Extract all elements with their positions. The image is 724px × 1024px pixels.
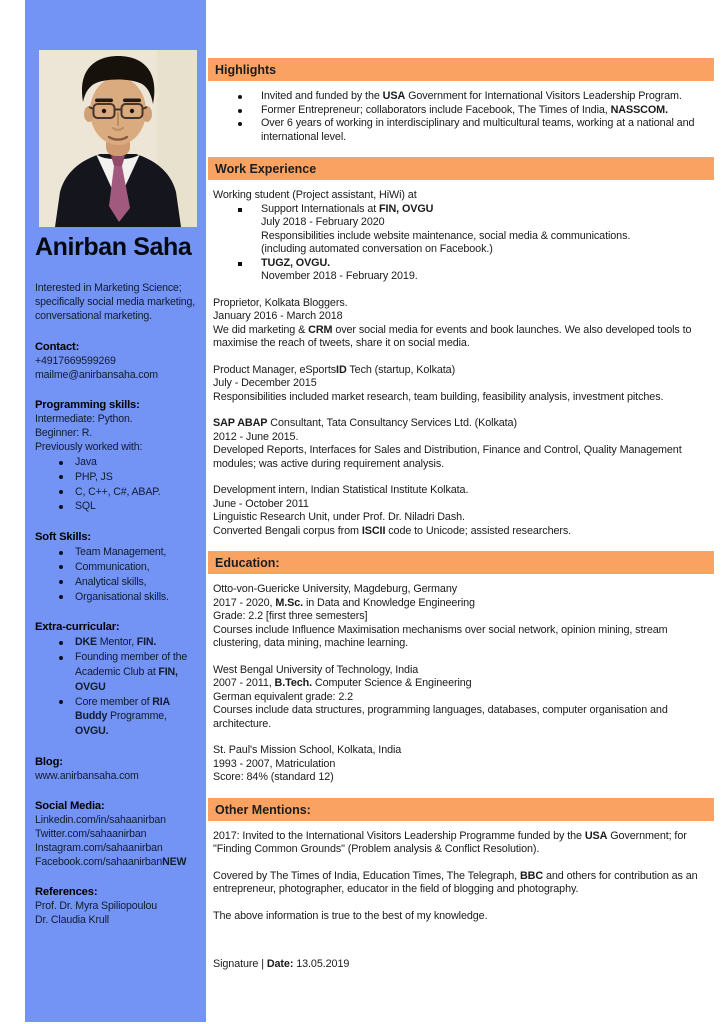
text-line: November 2018 - February 2019. (261, 270, 418, 282)
text-line: 2017 - 2020, M.Sc. in Data and Knowledge Engineering (213, 596, 475, 609)
bold-text: FIN, OVGU (379, 202, 434, 215)
bold-text: NEW (162, 855, 187, 868)
text-line: www.anirbansaha.com (35, 769, 139, 782)
sidebar-section-references (35, 885, 202, 927)
sidebar-section-title: Extra-curricular: (35, 621, 120, 634)
bullet-item: Analytical skills, (35, 575, 202, 590)
bold-text: RIA Buddy (75, 695, 170, 723)
text-line: Working student (Project assistant, HiWi) at (213, 189, 417, 201)
text-line: Proprietor, Kolkata Bloggers. (213, 296, 348, 309)
paragraph (213, 364, 712, 405)
paragraph (213, 830, 712, 857)
section-other-mentions (208, 798, 714, 972)
text-line: Converted Bengali corpus from ISCII code to Unicode; assisted researchers. (213, 524, 572, 537)
text-line: West Bengal University of Technology, India (213, 663, 419, 676)
text-line: Grade: 2.2 [first three semesters] (213, 610, 368, 622)
text-line: Intermediate: Python. (35, 413, 133, 425)
text-line: Linguistic Research Unit, under Prof. Dr. Niladri Dash. (213, 511, 465, 523)
sidebar-section-soft-skills (35, 530, 202, 604)
text-line: Responsibilities include website maintenance, social media & communications. (261, 229, 631, 242)
bullet-list (213, 203, 712, 284)
bullet-item: DKE Mentor, FIN. (35, 635, 202, 650)
sidebar-section-extra-curricular (35, 620, 202, 739)
bullet-item: Organisational skills. (35, 590, 202, 605)
section-header-bar: Other Mentions: (208, 798, 714, 821)
bullet-item: Communication, (35, 560, 202, 575)
bold-text: DKE (75, 636, 97, 649)
bullet-list (213, 90, 712, 144)
sidebar-section-title: Blog: (35, 755, 63, 768)
section-highlights (208, 58, 714, 144)
section-content (208, 574, 714, 785)
section-content (208, 821, 714, 972)
paragraph (213, 744, 712, 785)
text-line: Previously worked with: (35, 441, 143, 453)
bullet-item: Java (35, 455, 202, 470)
text-line: The above information is true to the best of my knowledge. (213, 909, 488, 922)
bold-text: ISCII (361, 524, 386, 537)
text-line: Instagram.com/sahaanirban (35, 841, 163, 854)
bullet-item: Founding member of the Academic Club at FIN, OVGU (35, 650, 202, 694)
person-name: Anirban Saha (35, 233, 192, 261)
sidebar (25, 0, 206, 1022)
bullet-item: Team Management, (35, 545, 202, 560)
section-content (208, 180, 714, 538)
bullet-list (35, 635, 202, 739)
text-line: Prof. Dr. Myra Spiliopoulou (35, 899, 157, 912)
bold-text: ID (336, 363, 347, 376)
text-line: SAP ABAP Consultant, Tata Consultancy Services Ltd. (Kolkata) (213, 417, 517, 429)
bullet-item (213, 257, 712, 284)
sidebar-section-title: Contact: (35, 341, 80, 353)
signature-line (213, 958, 712, 972)
text-line: January 2016 - March 2018 (213, 310, 343, 322)
text-line: Twitter.com/sahaanirban (35, 827, 147, 840)
spacer (213, 936, 712, 958)
bold-text: USA (584, 829, 608, 842)
text-line: Dr. Claudia Krull (35, 913, 109, 926)
text-line: Development intern, Indian Statistical Institute Kolkata. (213, 484, 469, 496)
bullet-item (213, 104, 712, 118)
sidebar-section-title: Programming skills: (35, 399, 140, 411)
sidebar-section-title: References: (35, 885, 98, 898)
bold-text: Date: (266, 958, 294, 970)
paragraph (213, 664, 712, 732)
text-line: 1993 - 2007, Matriculation (213, 757, 336, 770)
bullet-item: PHP, JS (35, 470, 202, 485)
bold-text: CRM (308, 323, 333, 336)
bullet-list (35, 545, 202, 604)
main-content (208, 0, 714, 985)
sidebar-section-blog (35, 755, 202, 783)
paragraph (213, 870, 712, 897)
bullet-item (213, 203, 712, 257)
text-line: (including automated conversation on Facebook.) (261, 243, 493, 255)
text-line: 2007 - 2011, B.Tech. Computer Science & Engineering (213, 677, 472, 689)
text-line: Support Internationals at FIN, OVGU (261, 202, 434, 215)
paragraph (213, 910, 712, 924)
text-line: June - October 2011 (213, 497, 309, 510)
text-line: Score: 84% (standard 12) (213, 771, 334, 783)
sidebar-section-social-media (35, 799, 202, 869)
text-line: Responsibilities included market research, team building, feasibility analysis, investment pitches. (213, 390, 664, 403)
bold-text: USA (382, 90, 406, 102)
text-line: German equivalent grade: 2.2 (213, 690, 354, 703)
section-header-bar: Highlights (208, 58, 714, 81)
bold-text: M.Sc. (275, 596, 304, 609)
text-line: July 2018 - February 2020 (261, 216, 385, 228)
bold-text: TUGZ, OVGU. (261, 256, 331, 269)
bullet-item: Core member of RIA Buddy Programme, OVGU. (35, 695, 202, 739)
text-line: Product Manager, eSportsID Tech (startup, Kolkata) (213, 363, 456, 376)
bold-text: B.Tech. (274, 677, 313, 689)
text-line: Former Entrepreneur; collaborators include Facebook, The Times of India, NASSCOM. (261, 103, 668, 116)
text-line: Developed Reports, Interfaces for Sales and Distribution, Finance and Control, Quality Management modules; was active during requirement analysis. (213, 444, 682, 470)
text-line (261, 257, 712, 271)
bold-text: NASSCOM. (610, 103, 668, 116)
section-header-bar: Education: (208, 551, 714, 574)
bullet-list (35, 455, 202, 514)
text-line: July - December 2015 (213, 377, 317, 389)
paragraph (213, 189, 712, 203)
text-line: 2012 - June 2015. (213, 430, 299, 443)
text-line: Courses include Influence Maximisation mechanisms over social network, opinion mining, stream clustering, data mining, machine learning. (213, 623, 668, 649)
text-line: mailme@anirbansaha.com (35, 369, 158, 381)
text-line: Linkedin.com/in/sahaanirban (35, 813, 166, 826)
bold-text: OVGU. (75, 725, 109, 738)
bullet-item: C, C++, C#, ABAP. (35, 485, 202, 500)
text-line: We did marketing & CRM over social media for events and book launches. We also developed tools to maximise the reach of tweets, share it on social media. (213, 323, 692, 349)
text-line: Signature | Date: 13.05.2019 (213, 958, 350, 970)
sidebar-section-title: Soft Skills: (35, 531, 92, 544)
section-content (208, 81, 714, 144)
text-line: Over 6 years of working in interdisciplinary and multicultural teams, working at a national and international level. (261, 117, 695, 143)
bold-text: FIN. (136, 636, 157, 649)
sidebar-section-contact (35, 340, 202, 382)
section-education (208, 551, 714, 785)
text-line: Facebook.com/sahaanirbanNEW (35, 855, 187, 868)
text-line: +4917669599269 (35, 355, 116, 367)
bullet-item (213, 117, 712, 144)
section-work-experience (208, 157, 714, 538)
text-line: Courses include data structures, programming languages, databases, computer organisation and architecture. (213, 704, 668, 730)
bullet-item (213, 90, 712, 104)
portrait-photo (39, 50, 197, 227)
paragraph (213, 484, 712, 538)
text-line: St. Paul's Mission School, Kolkata, India (213, 744, 402, 756)
sidebar-section-programming-skills (35, 398, 202, 514)
paragraph (213, 583, 712, 651)
bullet-item: SQL (35, 499, 202, 514)
text-line: 2017: Invited to the International Visitors Leadership Programme funded by the USA Government; for "Finding Common Grounds" (Problem analysis & Conflict Resolution). (213, 829, 687, 855)
paragraph (213, 417, 712, 471)
text-line: Otto-von-Guericke University, Magdeburg, Germany (213, 583, 458, 595)
bold-text: BBC (519, 869, 544, 882)
text-line: Beginner: R. (35, 427, 93, 439)
tagline: Interested in Marketing Science; specifically social media marketing, conversational marketing. (35, 282, 196, 322)
bold-text: SAP ABAP (213, 417, 268, 429)
sidebar-section-title: Social Media: (35, 799, 105, 812)
section-header-bar: Work Experience (208, 157, 714, 180)
paragraph (213, 297, 712, 351)
text-line: Covered by The Times of India, Education Times, The Telegraph, BBC and others for contribution as an entrepreneur, photographer, educator in the field of blogging and photography. (213, 869, 698, 895)
bold-text: FIN, OVGU (75, 665, 178, 693)
text-line: Invited and funded by the USA Government for International Visitors Leadership Program. (261, 90, 682, 102)
